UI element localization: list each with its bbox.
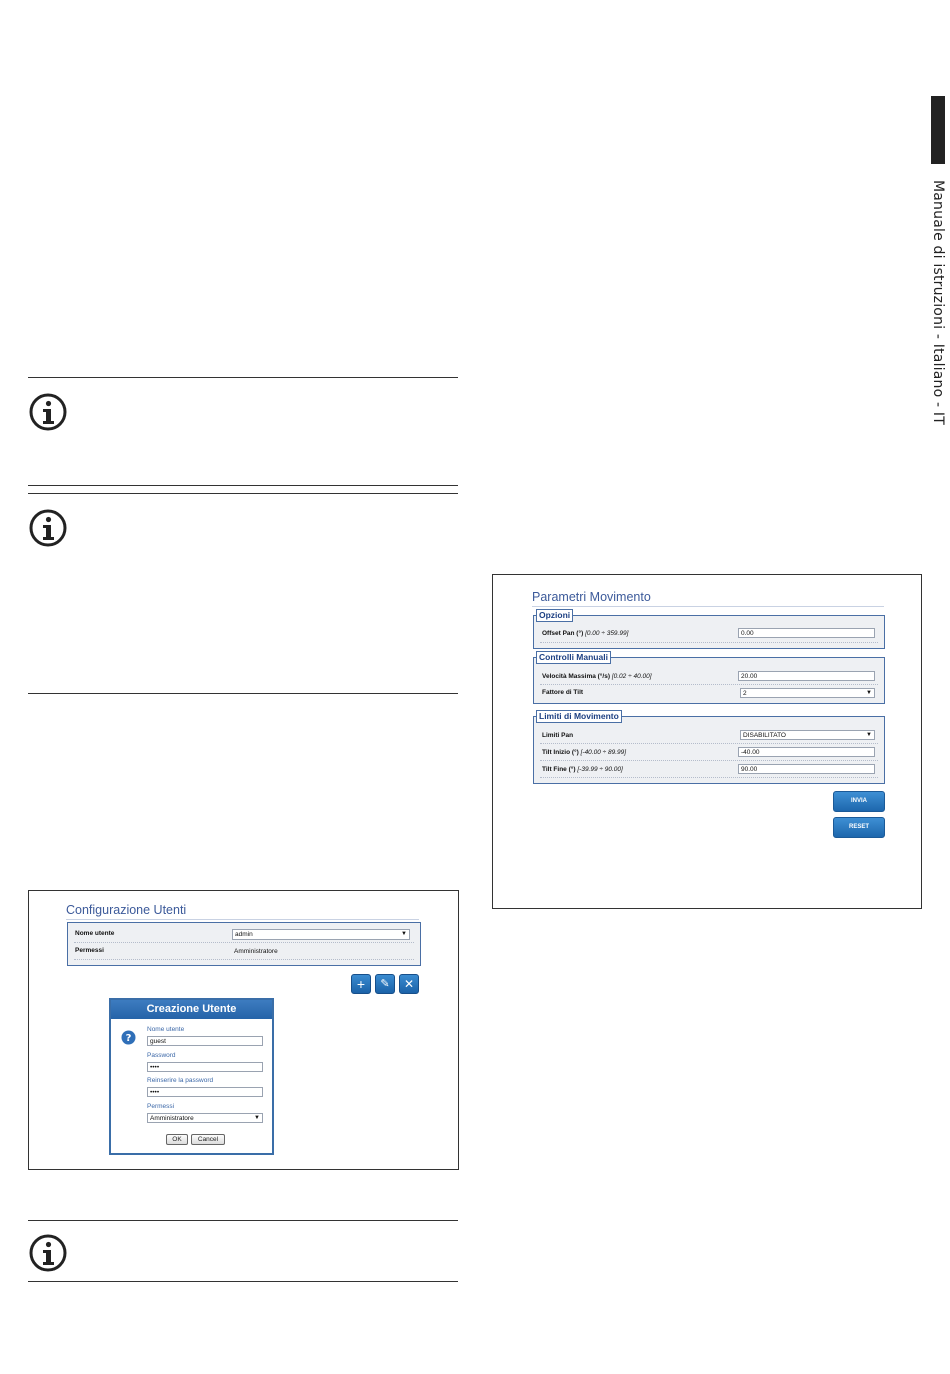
user-config-box xyxy=(67,922,421,966)
note-rule-bottom xyxy=(28,485,458,486)
password-field[interactable]: •••• xyxy=(147,1062,263,1072)
cancel-button[interactable]: Cancel xyxy=(191,1134,225,1145)
tilt-factor-label: Fattore di Tilt xyxy=(542,689,584,696)
side-tab-marker xyxy=(931,96,945,164)
pan-limits-label: Limiti Pan xyxy=(542,732,574,739)
note-rule-bottom xyxy=(28,693,458,694)
tilt-start-input[interactable]: -40.00 xyxy=(738,747,875,757)
row-divider xyxy=(74,942,414,943)
tilt-start-label-text: Tilt Inizio (°) xyxy=(542,749,579,756)
username-field-label: Nome utente xyxy=(147,1026,185,1033)
user-config-screenshot xyxy=(28,890,459,1170)
dialog-title: Creazione Utente xyxy=(111,1000,272,1019)
chevron-down-icon: ▼ xyxy=(401,931,407,937)
permissions-field-label: Permessi xyxy=(147,1103,175,1110)
tilt-start-range: [-40.00 ÷ 89.99] xyxy=(580,749,627,756)
row-divider xyxy=(540,684,878,685)
edit-user-button[interactable] xyxy=(375,974,395,994)
row-divider xyxy=(540,743,878,744)
side-tab-label: Manuale di istruzioni - Italiano - IT xyxy=(930,180,946,426)
note-rule-top xyxy=(28,493,458,494)
row-divider xyxy=(540,777,878,778)
permissions-value: Amministratore xyxy=(234,948,278,955)
tilt-start-label xyxy=(542,749,626,756)
info-icon xyxy=(29,393,67,431)
repeat-password-label: Reinserire la password xyxy=(147,1077,214,1084)
movement-limits-legend: Limiti di Movimento xyxy=(536,710,622,723)
movement-limits-section xyxy=(533,711,885,784)
reset-button[interactable]: RESET xyxy=(833,817,885,838)
options-legend: Opzioni xyxy=(536,609,573,622)
plus-icon: + xyxy=(356,976,366,992)
tilt-end-input[interactable]: 90.00 xyxy=(738,764,875,774)
permissions-select[interactable] xyxy=(147,1113,263,1123)
max-speed-label-text: Velocità Massima (°/s) xyxy=(542,673,610,680)
offset-pan-label-text: Offset Pan (°) xyxy=(542,630,584,637)
pencil-icon: ✎ xyxy=(380,978,390,990)
delete-user-button[interactable] xyxy=(399,974,419,994)
row-divider xyxy=(540,642,878,643)
tilt-end-label-text: Tilt Fine (°) xyxy=(542,766,576,773)
send-button[interactable]: INVIA xyxy=(833,791,885,812)
repeat-password-field[interactable]: •••• xyxy=(147,1087,263,1097)
username-field[interactable]: guest xyxy=(147,1036,263,1046)
chevron-down-icon: ▼ xyxy=(254,1115,260,1121)
password-field-label: Password xyxy=(147,1052,176,1059)
note-rule-top xyxy=(28,1220,458,1221)
max-speed-label xyxy=(542,673,652,680)
note-rule-top xyxy=(28,377,458,378)
tilt-factor-value: 2 xyxy=(743,690,747,697)
offset-pan-range: [0.00 ÷ 359.99] xyxy=(585,630,629,637)
movement-params-screenshot xyxy=(492,574,922,909)
info-icon xyxy=(29,509,67,547)
max-speed-range: [0.02 ÷ 40.00] xyxy=(611,673,652,680)
tilt-factor-select[interactable] xyxy=(740,688,875,698)
manual-controls-legend: Controlli Manuali xyxy=(536,651,611,664)
offset-pan-label xyxy=(542,630,628,637)
username-value: admin xyxy=(235,931,253,938)
help-icon xyxy=(121,1030,136,1045)
row-divider xyxy=(74,959,414,960)
pan-limits-select[interactable] xyxy=(740,730,875,740)
title-divider xyxy=(532,606,884,607)
username-label: Nome utente xyxy=(75,930,115,937)
title-divider xyxy=(66,919,419,920)
pan-limits-value: DISABILITATO xyxy=(743,732,786,739)
user-config-title: Configurazione Utenti xyxy=(66,903,187,917)
chevron-down-icon: ▼ xyxy=(866,690,872,696)
permissions-select-value: Amministratore xyxy=(150,1115,194,1122)
permissions-label: Permessi xyxy=(75,947,104,954)
svg-text:?: ? xyxy=(125,1033,132,1044)
create-user-dialog xyxy=(109,998,274,1155)
close-icon: ✕ xyxy=(403,977,415,991)
add-user-button[interactable] xyxy=(351,974,371,994)
offset-pan-input[interactable]: 0.00 xyxy=(738,628,875,638)
tilt-end-range: [-39.99 ÷ 90.00] xyxy=(577,766,623,773)
options-section xyxy=(533,610,885,649)
chevron-down-icon: ▼ xyxy=(866,732,872,738)
info-icon xyxy=(29,1234,67,1272)
tilt-end-label xyxy=(542,766,623,773)
max-speed-input[interactable]: 20.00 xyxy=(738,671,875,681)
note-rule-bottom xyxy=(28,1281,458,1282)
row-divider xyxy=(540,760,878,761)
username-select[interactable] xyxy=(232,929,410,940)
ok-button[interactable]: OK xyxy=(166,1134,188,1145)
manual-controls-section xyxy=(533,652,885,704)
movement-title: Parametri Movimento xyxy=(532,590,651,604)
